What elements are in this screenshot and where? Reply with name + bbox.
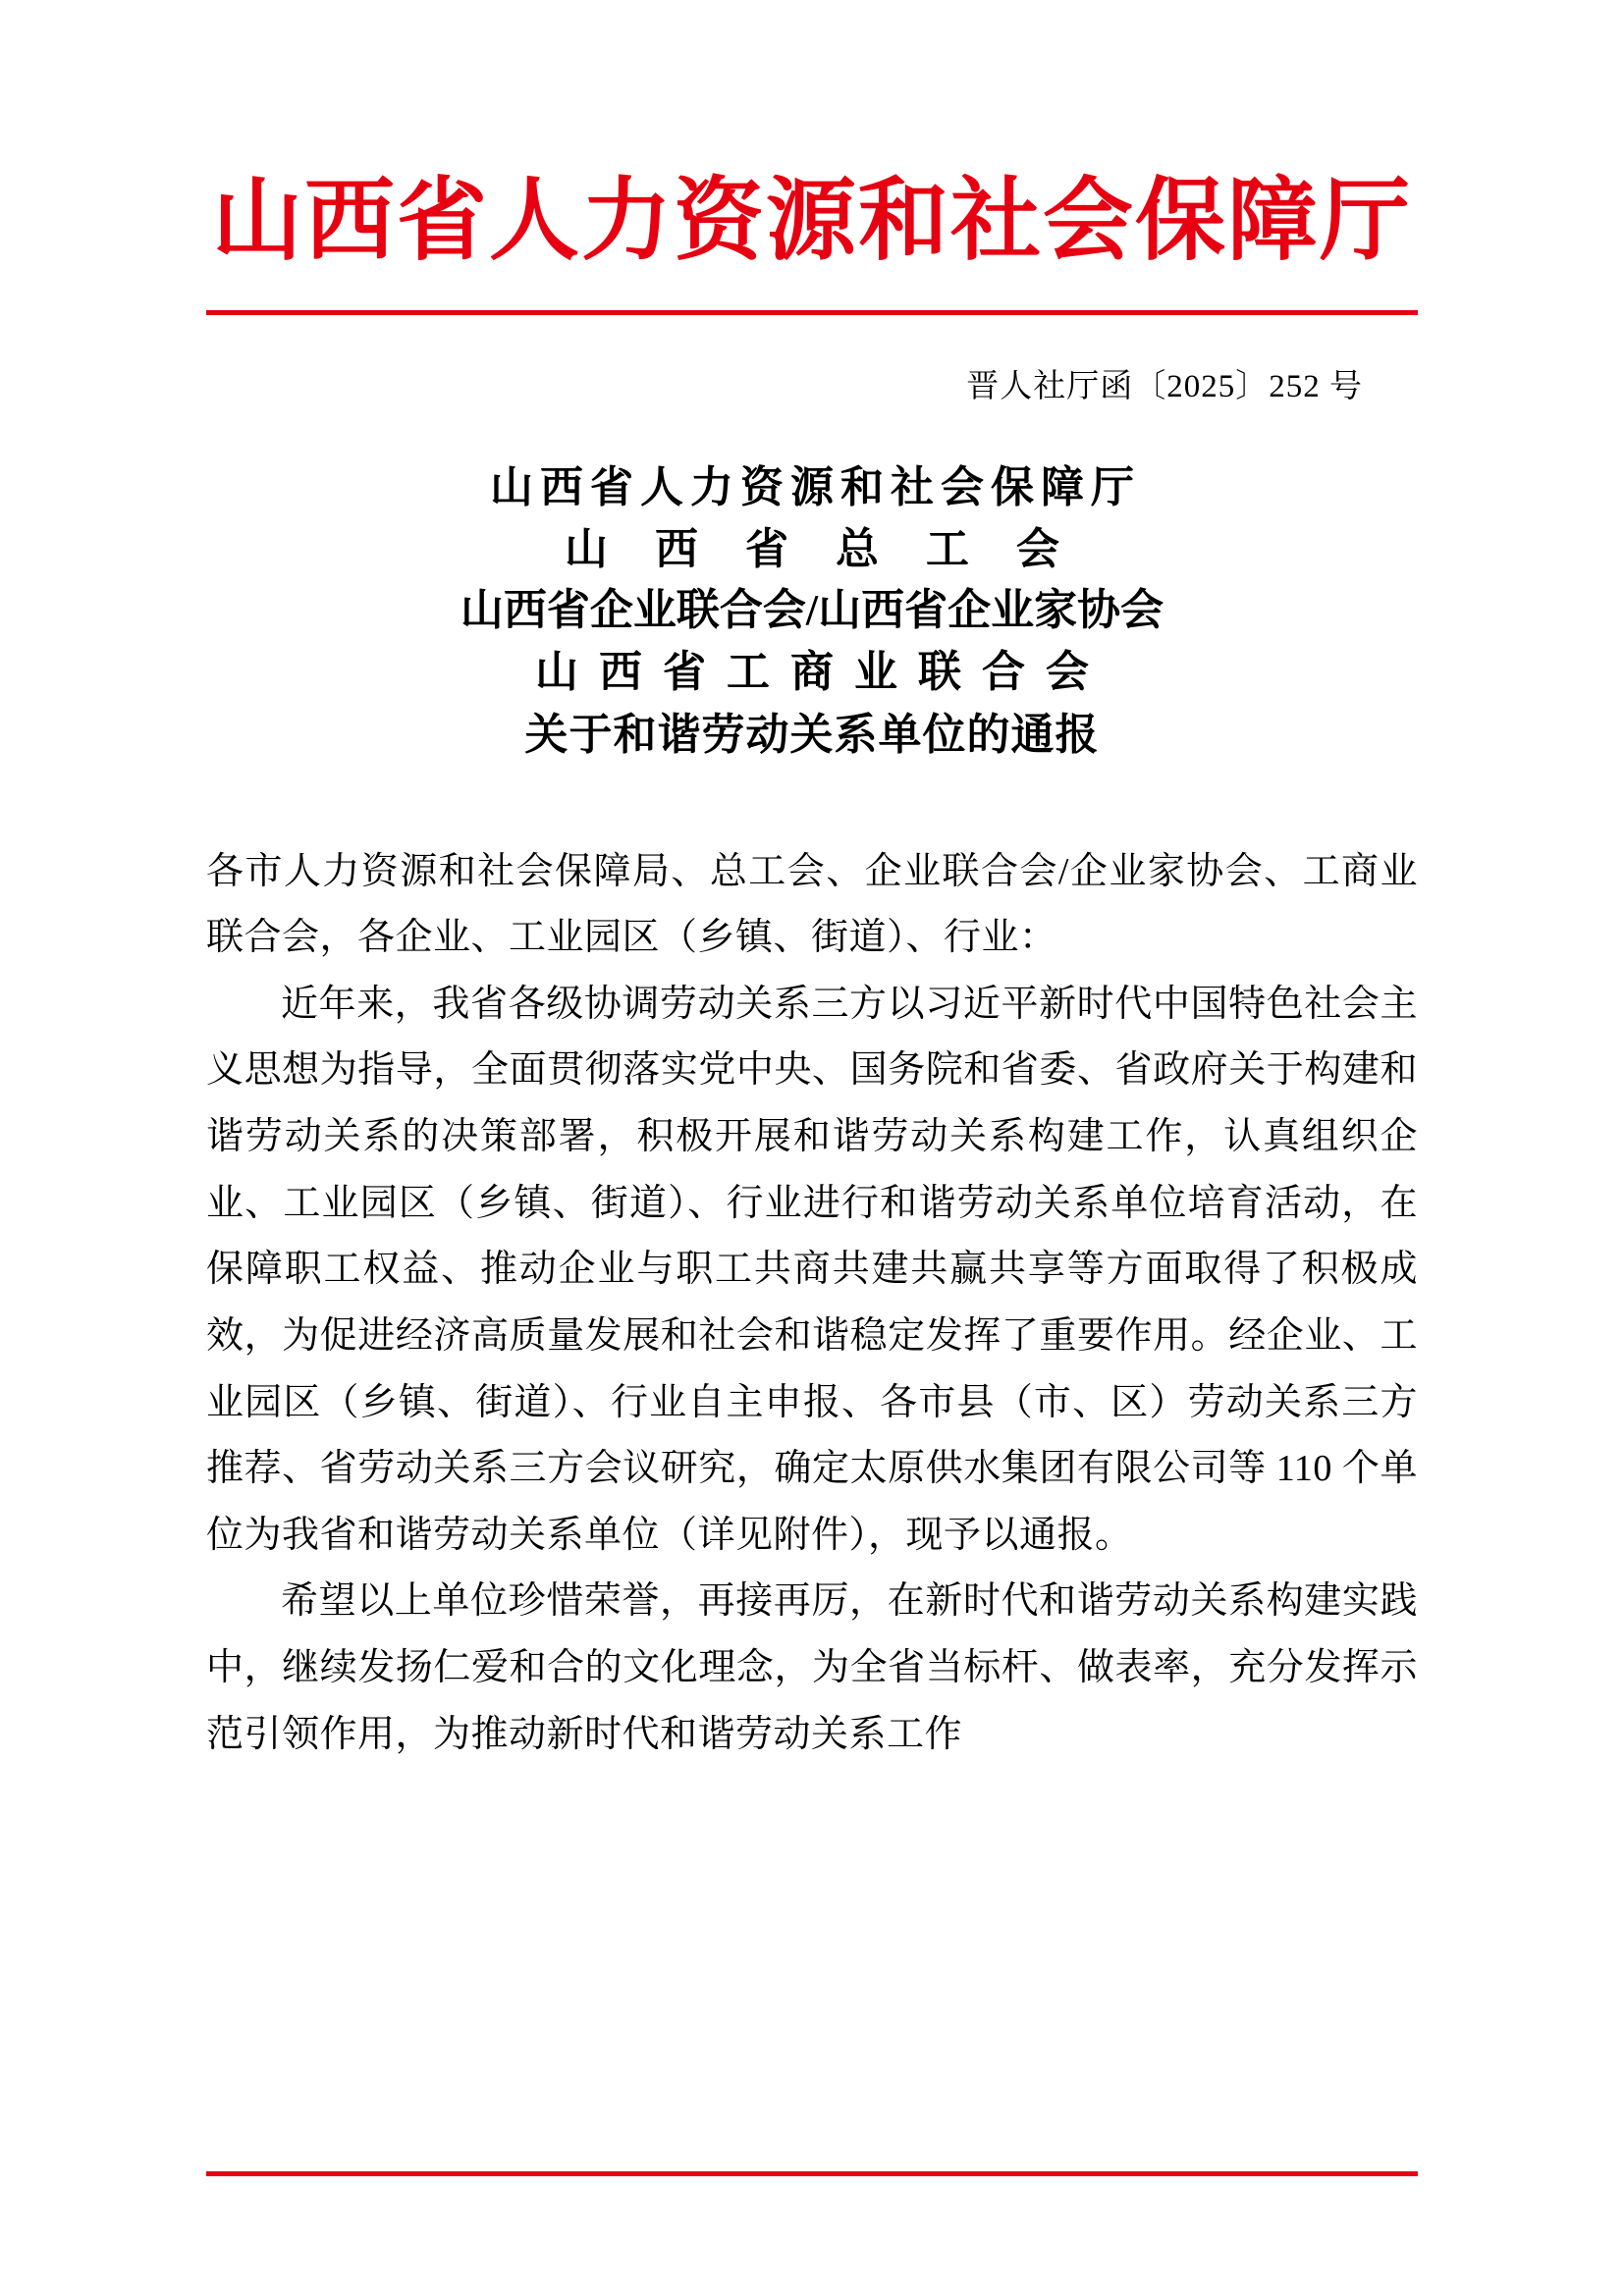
- title-line-4: 山西省工商业联合会: [535, 647, 1110, 696]
- footer-divider-rule: [206, 2171, 1418, 2176]
- issuing-organization-title: 山西省人力资源和社会保障厅: [211, 171, 1412, 271]
- masthead: [206, 172, 1418, 271]
- document-number-row: [206, 360, 1418, 406]
- document-title-block: [206, 457, 1418, 766]
- body-paragraph-1: 近年来，我省各级协调劳动关系三方以习近平新时代中国特色社会主义思想为指导，全面贯彻落实党中央、国务院和省委、省政府关于构建和谐劳动关系的决策部署，积极开展和谐劳动关系构建工作，认真组织企业、工业园区（乡镇、街道）、行业进行和谐劳动关系单位培育活动，在保障职工权益、推动企业与职工共商共建共赢共享等方面取得了积极成效，为促进经济高质量发展和社会和谐稳定发挥了重要作用。经企业、工业园区（乡镇、街道）、行业自主申报、各市县（市、区）劳动关系三方推荐、省劳动关系三方会议研究，确定太原供水集团有限公司等 110 个单位为我省和谐劳动关系单位（详见附件），现予以通报。: [206, 983, 1418, 1556]
- document-number: 晋人社厅函〔2025〕252 号: [966, 369, 1363, 405]
- header-divider-rule: [206, 310, 1418, 315]
- title-line-2: 山西省总工会: [565, 524, 1107, 573]
- body-paragraph-2: 希望以上单位珍惜荣誉，再接再厉，在新时代和谐劳动关系构建实践中，继续发扬仁爱和合的文化理念，为全省当标杆、做表率，充分发挥示范引领作用，为推动新时代和谐劳动关系工作: [206, 1580, 1418, 1755]
- title-line-1: 山西省人力资源和社会保障厅: [490, 463, 1141, 512]
- document-body: [206, 839, 1418, 1769]
- title-line-3: 山西省企业联合会/山西省企业家协会: [460, 586, 1164, 635]
- addressee-paragraph: 各市人力资源和社会保障局、总工会、企业联合会/企业家协会、工商业联合会，各企业、工业园区（乡镇、街道）、行业：: [206, 850, 1418, 959]
- title-subject: 关于和谐劳动关系单位的通报: [524, 711, 1100, 760]
